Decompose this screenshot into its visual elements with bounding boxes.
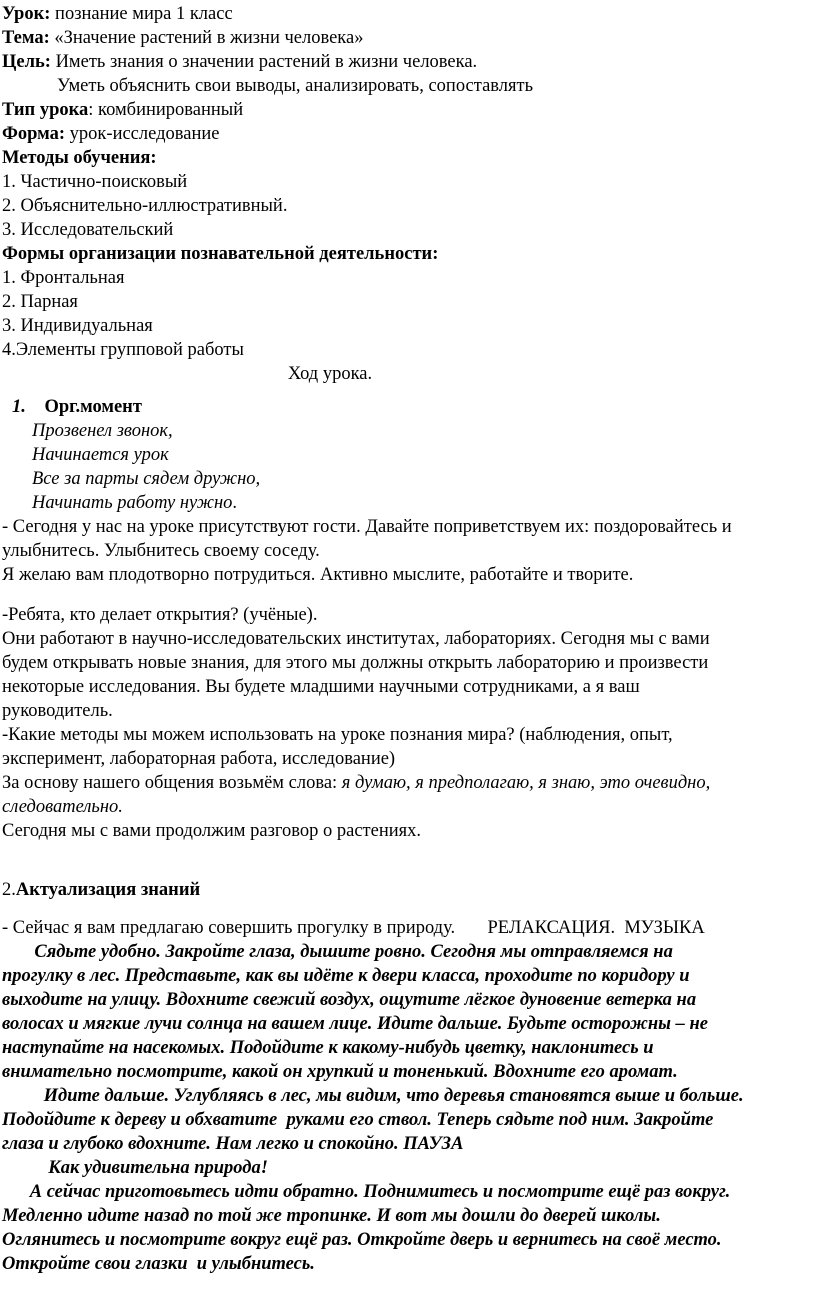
topic-value: «Значение растений в жизни человека» — [54, 28, 364, 48]
relax-line: Идите дальше. Углубляясь в лес, мы видим, что деревья становятся выше и больше. — [2, 1086, 744, 1106]
paragraph-italic: я думаю, я предполагаю, я знаю, это очевидно, — [341, 773, 711, 793]
relax-line: Медленно идите назад по той же тропинке. И вот мы дошли до дверей школы. — [2, 1206, 661, 1226]
paragraph: -Ребята, кто делает открытия? (учёные). — [2, 605, 318, 625]
course-title: Ход урока. — [287, 364, 373, 384]
relax-line: внимательно посмотрите, какой он хрупкий и тоненький. Вдохните его аромат. — [2, 1062, 678, 1082]
paragraph: Они работают в научно-исследовательских институтах, лабораториях. Сегодня мы с вами — [2, 629, 710, 649]
goal-value-2: Уметь объяснить свои выводы, анализировать, сопоставлять — [57, 76, 534, 96]
org-form-item: 4.Элементы групповой работы — [2, 340, 244, 360]
lesson-line — [2, 2, 233, 26]
method-item: 2. Объяснительно-иллюстративный. — [2, 196, 288, 216]
relax-line: волосах и мягкие лучи солнца на вашем лице. Идите дальше. Будьте осторожны – не — [2, 1014, 708, 1034]
paragraph: - Сегодня у нас на уроке присутствуют гости. Давайте поприветствуем их: поздоровайтесь и — [2, 517, 732, 537]
section2-intro: - Сейчас я вам предлагаю совершить прогулку в природу. РЕЛАКСАЦИЯ. МУЗЫКА — [2, 918, 705, 938]
poem-line: Прозвенел звонок, — [32, 421, 173, 441]
paragraph: некоторые исследования. Вы будете младшими научными сотрудниками, а я ваш — [2, 677, 640, 697]
paragraph — [2, 771, 710, 795]
paragraph: руководитель. — [2, 701, 113, 721]
paragraph-plain: За основу нашего общения возьмём слова: — [2, 773, 342, 793]
paragraph-italic: следовательно. — [2, 797, 123, 817]
section1-heading — [12, 395, 142, 419]
form-label: Форма: — [2, 124, 66, 144]
relax-line: глаза и глубоко вдохните. Нам легко и спокойно. ПАУЗА — [2, 1134, 464, 1154]
relax-line: Откройте свои глазки и улыбнитесь. — [2, 1254, 315, 1274]
section2-title: Актуализация знаний — [15, 880, 201, 900]
paragraph: эксперимент, лабораторная работа, исследование) — [2, 749, 396, 769]
section1-title: Орг.момент — [44, 397, 142, 417]
goal-label: Цель: — [2, 52, 51, 72]
goal-line — [2, 50, 477, 74]
type-label: Тип урока — [2, 100, 89, 120]
poem-line: Начинается урок — [32, 445, 169, 465]
org-form-item: 1. Фронтальная — [2, 268, 125, 288]
paragraph: -Какие методы мы можем использовать на уроке познания мира? (наблюдения, опыт, — [2, 725, 673, 745]
lesson-label: Урок: — [2, 4, 51, 24]
org-forms-title: Формы организации познавательной деятельности: — [2, 244, 439, 264]
poem-line: Начинать работу нужно — [32, 493, 233, 513]
section1-number: 1. — [12, 397, 26, 417]
methods-title: Методы обучения: — [2, 148, 157, 168]
paragraph: улыбнитесь. Улыбнитесь своему соседу. — [2, 541, 320, 561]
relax-line: Сядьте удобно. Закройте глаза, дышите ровно. Сегодня мы отправляемся на — [2, 942, 673, 962]
topic-label: Тема: — [2, 28, 50, 48]
lesson-value: познание мира 1 класс — [55, 4, 233, 24]
org-form-item: 3. Индивидуальная — [2, 316, 153, 336]
method-item: 3. Исследовательский — [2, 220, 174, 240]
paragraph: будем открывать новые знания, для этого мы должны открыть лабораторию и произвести — [2, 653, 709, 673]
paragraph: Сегодня мы с вами продолжим разговор о растениях. — [2, 821, 422, 841]
paragraph: Я желаю вам плодотворно потрудиться. Активно мыслите, работайте и творите. — [2, 565, 634, 585]
section2-heading — [2, 878, 200, 902]
relax-line: А сейчас приготовьтесь идти обратно. Поднимитесь и посмотрите ещё раз вокруг. — [2, 1182, 731, 1202]
poem-line-last — [32, 491, 237, 515]
type-value: : комбинированный — [88, 100, 244, 120]
type-line — [2, 98, 243, 122]
relax-line: прогулку в лес. Представьте, как вы идёте к двери класса, проходите по коридору и — [2, 966, 690, 986]
poem-end: . — [232, 493, 238, 513]
section2-number: 2. — [2, 880, 16, 900]
topic-line — [2, 26, 363, 50]
relax-line: Оглянитесь и посмотрите вокруг ещё раз. Откройте дверь и вернитесь на своё место. — [2, 1230, 722, 1250]
method-item: 1. Частично-поисковый — [2, 172, 188, 192]
org-form-item: 2. Парная — [2, 292, 78, 312]
goal-value: Иметь знания о значении растений в жизни человека. — [55, 52, 478, 72]
relax-line: наступайте на насекомых. Подойдите к какому-нибудь цветку, наклонитесь и — [2, 1038, 654, 1058]
relax-line: Подойдите к дереву и обхватите руками его ствол. Теперь сядьте под ним. Закройте — [2, 1110, 714, 1130]
relax-line: Как удивительна природа! — [2, 1158, 268, 1178]
poem-line: Все за парты сядем дружно, — [32, 469, 261, 489]
form-line — [2, 122, 219, 146]
form-value: урок-исследование — [69, 124, 220, 144]
relax-line: выходите на улицу. Вдохните свежий воздух, ощутите лёгкое дуновение ветерка на — [2, 990, 697, 1010]
